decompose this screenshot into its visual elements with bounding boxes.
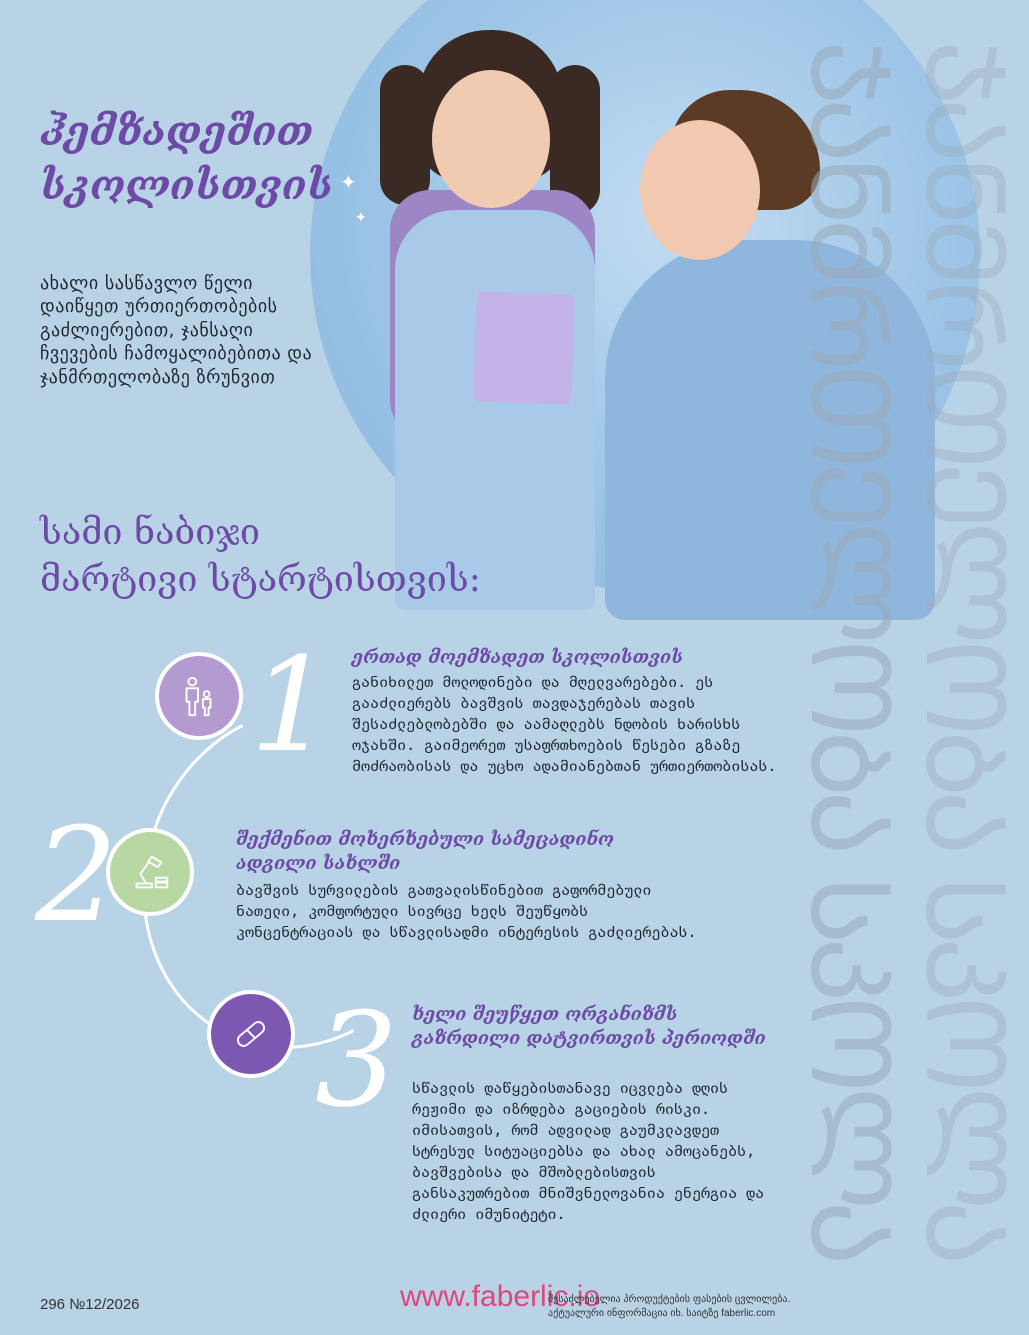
watermark-link[interactable]: www.faberlic.io bbox=[400, 1280, 601, 1313]
vertical-decorative-lettering bbox=[786, 40, 1029, 1300]
page-title bbox=[40, 105, 420, 213]
sparkle-icon: ✦ bbox=[340, 170, 357, 194]
price-disclaimer bbox=[548, 1293, 848, 1320]
issue-number: №12/2026 bbox=[69, 1296, 140, 1313]
intro-text: ახალი სასწავლო წელი დაიწყეთ ურთიერთობების გაძლიერებით, ჯანსაღი ჩვევების ჩამოყალიბებითა და ჯანმრთელობაზე ზრუნვით bbox=[40, 273, 313, 388]
disclaimer-line: აქტუალური ინფორმაცია იხ. საიტზე faberlic.com bbox=[548, 1307, 776, 1319]
step-3-number: 3 bbox=[315, 984, 398, 1136]
capsule-icon bbox=[228, 1011, 274, 1057]
step-2-badge bbox=[106, 828, 194, 916]
step-2-number: 2 bbox=[35, 799, 118, 951]
deco-column: ᲯᲐᲜᲛᲠᲗᲔᲚᲝᲑᲐ ᲡᲙᲝᲚᲐ bbox=[786, 40, 914, 1259]
disclaimer-line: შესაძლებელია პროდუქტების ფასების ცვლილება. bbox=[548, 1294, 791, 1305]
step-1-badge bbox=[155, 652, 243, 740]
step-1-number: 1 bbox=[250, 629, 333, 781]
step-3-badge bbox=[207, 990, 295, 1078]
sparkle-icon: ✦ bbox=[355, 210, 367, 226]
step-2-title: შექმენით მოხერხებული სამეცადინო ადგილი სახლში bbox=[236, 829, 614, 875]
subtitle-line: მარტივი სტარტისთვის: bbox=[40, 558, 481, 600]
parent-child-icon bbox=[176, 673, 222, 719]
girl-face bbox=[432, 70, 550, 208]
page-number bbox=[40, 1296, 140, 1313]
section-subtitle bbox=[40, 510, 560, 604]
step-1-text: განიხილეთ მოლოდინები და მღელვარებები. ეს გააძლიერებს ბავშვის თავდაჯერებას თავის შესაძლებლობებში და აამაღლებს ნდობის ხარისხს ოჯახში. გაიმეორეთ უსაფრთხოების წესები გზაზე მოძრაობისას და უცხო ადამიანებთან ურთიერთობისას. bbox=[352, 673, 777, 775]
desk-lamp-icon bbox=[127, 849, 173, 895]
notebook bbox=[473, 291, 575, 404]
woman-face bbox=[640, 120, 760, 260]
page-number-value: 296 bbox=[40, 1296, 66, 1313]
step-1-title: ერთად მოემზადეთ სკოლისთვის bbox=[352, 647, 683, 668]
deco-column: ᲯᲐᲜᲛᲠᲗᲔᲚᲝᲑᲐ ᲡᲙᲝᲚᲐ bbox=[901, 40, 1029, 1259]
step-2-text: ბავშვის სურვილების გათვალისწინებით გაფორმებული ნათელი, კომფორტული სივრცე ხელს შეუწყობს კონცენტრაციას და სწავლისადმი ინტერესის გაძლიერებას. bbox=[236, 881, 697, 941]
title-line: ჰემზადეშით bbox=[40, 108, 314, 155]
title-line: სკოლისთვის bbox=[40, 162, 333, 209]
step-3-title: ხელი შეუწყეთ ორგანიზმს გაზრდილი დატვირთვის პერიოდში bbox=[412, 1004, 766, 1050]
step-3-text: სწავლის დაწყებისთანავე იცვლება დღის რეჟიმი და იზრდება გაციების რისკი. იმისათვის, რომ ადვილად გაუმკლავდეთ სტრესულ სიტუაციებსა და ახალ ამოცანებს, ბავშვებისა და მშობლებისთვის განსაკუთრებით მნიშვნელოვანია ენერგია და ძლიერი იმუნიტეტი. bbox=[412, 1079, 765, 1223]
subtitle-line: სამი ნაბიჯი bbox=[40, 512, 260, 553]
